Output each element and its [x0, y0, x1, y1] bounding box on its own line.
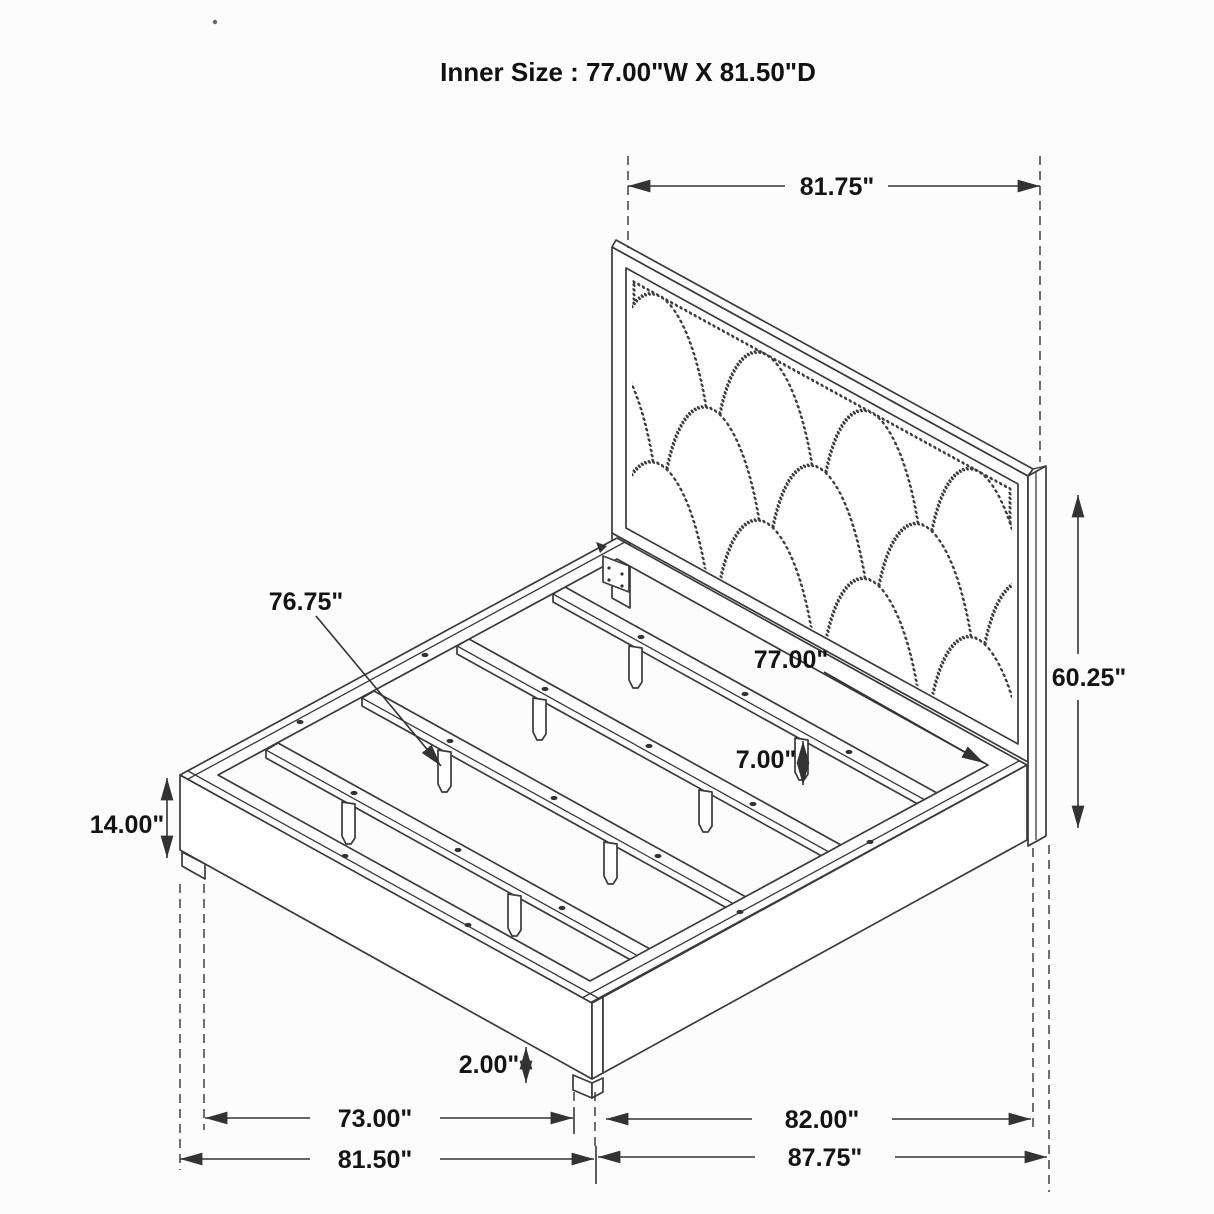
dim-inner-depth-right: [606, 1106, 1031, 1134]
dim-rail-height: [90, 778, 167, 858]
dim-label-inner-depth-right: 82.00": [784, 1106, 860, 1134]
dim-inner-depth-left: [205, 1105, 573, 1133]
dim-foot-leg-height: [459, 1047, 526, 1083]
foot-leg-side: [592, 1078, 603, 1098]
dim-label-headboard-height: 60.25": [1051, 664, 1127, 692]
diagram-title: Inner Size : 77.00"W X 81.50"D: [440, 57, 816, 87]
dim-label-rail-height: 14.00": [89, 811, 165, 839]
foot-corner-seam: [592, 997, 603, 1079]
slat-3: [362, 691, 755, 917]
dim-slat-length: [269, 588, 441, 766]
dim-outer-depth-right: [598, 1144, 1047, 1172]
dim-label-inner-depth-left: 73.00": [337, 1105, 413, 1133]
dim-label-outer-depth-right: 87.75": [787, 1144, 863, 1172]
dim-label-inner-width: 77.00": [753, 646, 829, 674]
foot-leg-front: [573, 1075, 592, 1098]
dim-headboard-height: [1052, 495, 1126, 828]
speck: [213, 20, 217, 24]
dim-label-outer-depth-left: 81.50": [337, 1146, 413, 1174]
dim-slat-leg-height: [736, 741, 803, 785]
dim-label-foot-leg-height: 2.00": [458, 1051, 520, 1079]
dim-label-slat-length: 76.75": [268, 588, 344, 616]
right-rail-face: [603, 765, 1027, 1073]
dim-top-width: [628, 173, 1040, 201]
headboard-right-leg: [1028, 466, 1046, 846]
dim-label-top-width: 81.75": [799, 173, 875, 201]
dim-outer-depth-left: [180, 1146, 594, 1174]
dim-label-slat-leg-height: 7.00": [735, 746, 797, 774]
